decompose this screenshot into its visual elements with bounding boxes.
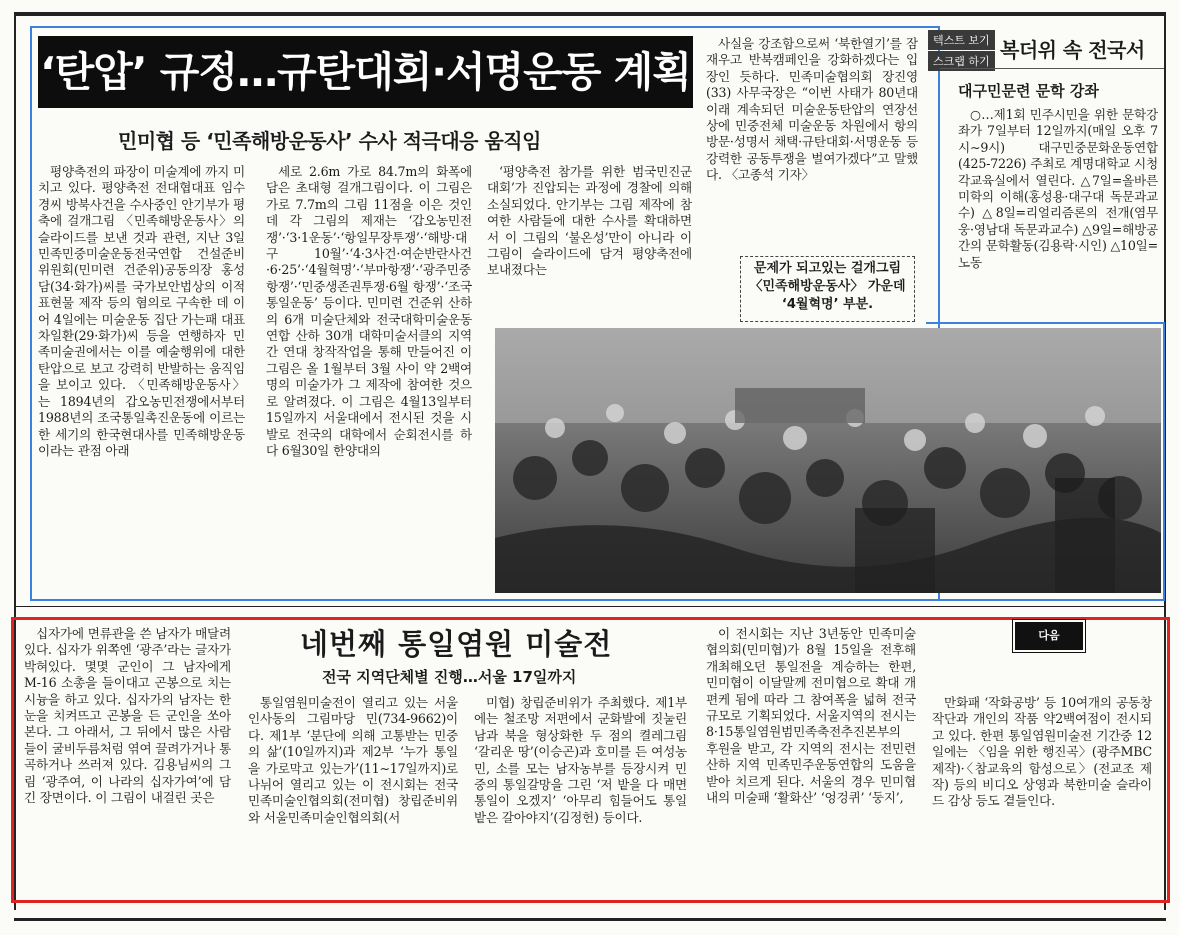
article2-subhead: 전국 지역단체별 진행…서울 17일까지	[322, 668, 577, 686]
article1-col2	[266, 164, 472, 589]
top-rule	[14, 12, 1166, 16]
article1-headline: ‘탄압’ 규정…규탄대회·서명운동 계획	[38, 36, 693, 108]
article1-col2-text: 세로 2.6m 가로 84.7m의 화폭에 담은 초대형 걸개그림이다. 이 그림은 가로 7.7m의 그림 11점을 이은 것인데 각 그림의 제재는 ‘갑오농민전쟁’·‘3·1운동’·‘항일무장투쟁’·‘해방·대구 10월’·‘4·3사건·여순반란사건·6·25’·‘4월혁명’·‘부마항쟁’·‘광주민중항쟁’·‘민중생존권투쟁·6월 항쟁’·‘조국통일운동’ 등이다. 민미련 건준위 산하의 6개 미술단체와 전국대학미술운동연합 산하 30개 대학미술서클의 지역간 연대 창작작업을 통해 만들어진 이 그림은 올 1월부터 3월 사이 약 2백여명의 미술가가 그 제작에 참여한 것으로 알려졌다. 이 그림은 4월13일부터 15일까지 서울대에서 전시된 것을 시발로 전국의 대학에서 순회전시를 하다 6월30일 한양대의	[266, 164, 472, 458]
article2-headline: 네번째 통일염원 미술전	[300, 627, 613, 661]
article2-col3-text: 미협) 창립준비위가 주최했다. 제1부에는 철조망 저편에서 군화발에 짓눌린 남과 북을 형상화한 두 점의 켤레그림 ‘갈리운 땅’(이승곤)과 호미를 든 여성농민, 소를 모는 남자농부를 등장시켜 민중의 통일갈망을 그린 ‘저 밭을 다 매면 통일이 오겠지’ ‘아무리 힘들어도 통일 밭은 갈아야지’(김정헌) 등이다.	[474, 695, 687, 825]
article2-col2	[248, 695, 458, 890]
article1-col1-text: 평양축전의 파장이 미술계에 까지 미치고 있다. 평양축전 전대협대표 임수경씨 방북사건을 수사중인 안기부가 평축에 걸개그림 〈민족해방운동사〉의 슬라이드를 보낸 것과 관련, 지난 3일 민족민중미술운동전국연합 건설준비위원회(민미련 건준위)공동의장 홍성담(34·화가)씨를 국가보안법상의 이적표현물 제작 등의 혐의로 구속한 데 이어 4일에는 미술운동 집단 가는패 대표 차일환(29·화가)씨 등을 연행하자 민족미술권에서는 이를 예술행위에 대한 탄압으로 보고 강력히 반발하는 움직임을 보이고 있다. 〈민족해방운동사〉는 1894년의 갑오농민전쟁에서부터 1988년의 조국통일촉진운동에 이르는 한 세기의 한국현대사를 민족해방운동이라는 관점 아래	[38, 164, 245, 458]
sidebar-divider	[940, 68, 1164, 69]
article1-col3	[487, 164, 692, 322]
mural-photo	[495, 328, 1161, 593]
article2-col5	[932, 695, 1152, 890]
mural-image	[495, 328, 1161, 593]
article2-col2-text: 통일염원미술전이 열리고 있는 서울 인사동의 그림마당 민(734-9662)이다. 제1부 ‘분단에 의해 고통받는 민중의 삶’(10일까지)과 제2부 ‘누가 통일을 가로막고 있는가’(11∼17일까지)로 나뉘어 열리고 있는 이 전시회는 전국민족미술인협의회(전미협) 창립준비위와 서울민족미술인협의회(서	[248, 695, 458, 825]
article2-col5-text: 만화패 ‘작화공방’ 등 10여개의 공동창작단과 개인의 작품 약2백여점이 전시되고 있다. 한편 통일염원미술전 기간중 12일에는 〈임을 위한 행진곡〉(광주MBC 제작)·〈참교육의 함성으로〉(전교조 제작) 등의 비디오 상영과 북한미술 슬라이드 감상 등도 곁들인다.	[932, 695, 1152, 809]
article2-col1	[24, 626, 231, 890]
article2-col3	[474, 695, 687, 890]
article1-subhead: 민미협 등 ‘민족해방운동사’ 수사 적극대응 움직임	[118, 129, 541, 153]
article1-col4-text: 사실을 강조함으로써 ‘북한열기’를 잠재우고 반북캠페인을 강화하겠다는 입장인 듯하다. 민족미술협의회 장진영(33) 사무국장은 “이번 사태가 80년대 이래 계속되던 미술운동탄압의 연장선상에 민중전체 미술운동 차원에서 항의방문·성명서 채택·규탄대회·서명운동 등 강력한 공동투쟁을 벌여가겠다”고 말했다. 〈고종석 기자〉	[706, 36, 918, 183]
text-view-button[interactable]: 텍스트 보기	[928, 30, 995, 50]
article2-col4	[706, 626, 916, 890]
article2-col4-text: 이 전시회는 지난 3년동안 민족미술협의회(민미협)가 8월 15일을 전후해 개최해오던 통일전을 계승하는 한편, 민미협이 이달말께 전미협으로 확대 개편케 됨에 따라 그 참여폭을 넓혀 전국 규모로 기획되었다. 서울지역의 전시는 8·15통일염원범민족축전추진본부의 후원을 받고, 각 지역의 전시는 전민련 산하 지역 민족민주운동연합의 도움을 받아 치르게 된다. 서울의 경우 민미협 내의 미술패 ‘활화산’ ‘엉겅퀴’ ‘둥지’,	[706, 626, 916, 806]
article1-col3-text: ‘평양축전 참가를 위한 범국민진군대회’가 진압되는 과정에 경찰에 의해 소실되었다. 안기부는 그림 제작에 참여한 사람들에 대한 수사를 확대하면서 이 그림의 ‘불온성’만이 아니라 이 그림이 슬라이드에 담겨 평양축전에 보내졌다는	[487, 164, 692, 278]
sidebar-headline: 복더위 속 전국서	[1000, 38, 1145, 62]
article2-col1-text: 십자가에 면류관을 쓴 남자가 매달려 있다. 십자가 위쪽엔 ‘광주’라는 글자가 박혀있다. 몇몇 군인이 그 남자에게 M-16 소총을 들이대고 곤봉으로 치는 시늉을 하고 있다. 십자가의 남자는 한 눈을 치켜뜨고 곤봉을 든 군인을 쏘아본다. 그 아래서, 그 뒤에서 많은 사람들이 굴비두름처럼 엮여 끌려가거나 통곡하거나 쓰러져 있다. 김용님씨의 그림 ‘광주여, 이 나라의 십자가여’에 담긴 장면이다. 이 그림이 내걸린 곳은	[24, 626, 231, 806]
article1-col4	[706, 36, 918, 248]
next-page-button[interactable]: 다음	[1015, 622, 1083, 650]
photo-caption: 문제가 되고있는 걸개그림 〈민족해방운동사〉 가운데 ‘4월혁명’ 부분.	[740, 256, 915, 322]
sidebar-body-text: ○…제1회 민주시민을 위한 문학강좌가 7일부터 12일까지(매일 오후 7시∼9시) 대구민중문화운동연합(425-7226) 주최로 계명대학교 시청각교육실에서 열린다. △7일=올바른 미학의 이해(홍성용·대구대 독문과교수) △8일=리얼리즘론의 전개(염무웅·영남대 독문과교수) △9일=해방공간의 문학활동(김용락·시인) △10일=노동	[958, 107, 1158, 270]
mid-rule	[14, 606, 1166, 607]
sidebar-body	[958, 107, 1158, 319]
article1-col1	[38, 164, 245, 589]
scrap-button[interactable]: 스크랩 하기	[928, 51, 995, 71]
bottom-rule	[14, 918, 1166, 921]
sidebar-subhead: 대구민문련 문학 강좌	[958, 82, 1099, 100]
